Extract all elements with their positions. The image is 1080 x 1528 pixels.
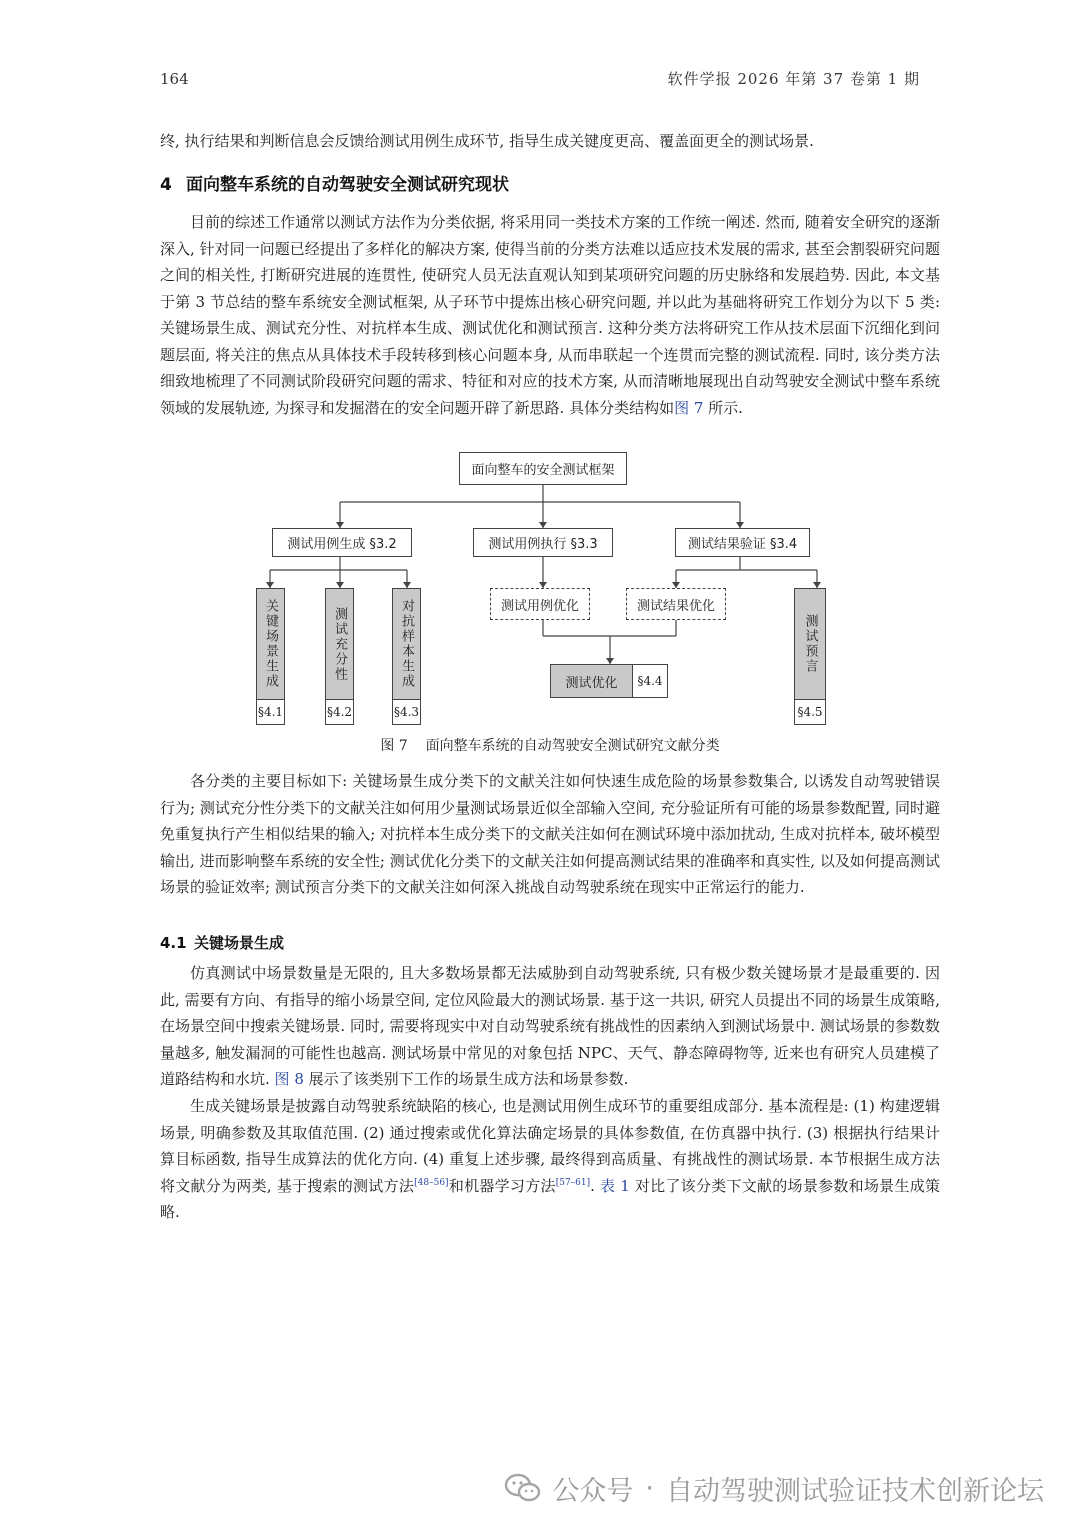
leaf-adversarial-sample: 对抗样本生成 (392, 588, 421, 700)
subsection-number: 4.1 (160, 934, 187, 952)
page-number: 164 (160, 70, 189, 88)
node-test-case-optimization: 测试用例优化 (490, 588, 590, 620)
paragraph-text: 生成关键场景是披露自动驾驶系统缺陷的核心, 也是测试用例生成环节的重要组成部分. 基本流程是: (1) 构建逻辑场景, 明确参数及其取值范围. (2) 通过搜索或优化算法确定场景的具体参数值, 在仿真器中执行. (3) 根据执行结果计算目标函数, 指导生成算法的优化方向. (4) 重复上述步骤, 最终得到高质量、有挑战性的测试场景. 本节根据生成方法将文献分为两类, 基于搜索的测试方法 (160, 1097, 940, 1195)
node-test-result-verification: 测试结果验证 §3.4 (675, 528, 810, 557)
watermark-account: 自动驾驶测试验证技术创新论坛 (666, 1475, 1044, 1507)
section-ref-4-2: §4.2 (325, 699, 354, 725)
journal-name: 软件学报 2026 年第 37 卷第 1 期 (667, 70, 920, 88)
table-1-link[interactable]: 表 1 (599, 1176, 630, 1195)
subsection-heading (160, 932, 284, 953)
paragraph-text-tail: 对比了该分类下文献的场景参数和场景生成策略. (160, 1176, 940, 1221)
paragraph-generation (160, 1093, 940, 1226)
section-heading (160, 170, 509, 195)
paragraph-body (160, 209, 940, 421)
paragraph-text-tail: 所示. (703, 398, 743, 417)
leaf-critical-scenario: 关键场景生成 (256, 588, 285, 700)
watermark-dot: · (645, 1472, 654, 1504)
section-ref-4-5: §4.5 (794, 699, 826, 725)
wechat-watermark (504, 1468, 1044, 1508)
watermark-label: 公众号 (552, 1475, 634, 1507)
figure-7-taxonomy (250, 450, 850, 730)
node-root: 面向整车的安全测试框架 (459, 452, 627, 485)
node-test-case-execution: 测试用例执行 §3.3 (473, 528, 613, 557)
section-ref-4-1: §4.1 (256, 699, 285, 725)
paragraph-text-mid: 和机器学习方法 (448, 1176, 556, 1195)
subsection-title: 关键场景生成 (194, 934, 285, 952)
paragraph-text: 终, 执行结果和判断信息会反馈给测试用例生成环节, 指导生成关键度更高、覆盖面更全的测试场景. (160, 132, 814, 150)
paragraph-text: 仿真测试中场景数量是无限的, 且大多数场景都无法威胁到自动驾驶系统, 只有极少数关键场景才是最重要的. 因此, 需要有方向、有指导的缩小场景空间, 定位风险最大的测试场景. 基于这一共识, 研究人员提出不同的场景生成策略, 在场景空间中搜索关键场景. 同时, 需要将现实中对自动驾驶系统有挑战性的因素纳入到测试场景中. 测试场景的参数数量越多, 触发漏洞的可能性也越高. 测试场景中常见的对象包括 NPC、天气、静态障碍物等, 近来也有研究人员建模了道路结构和水坑. (160, 964, 940, 1088)
citation-link[interactable]: [57–61] (555, 1177, 591, 1188)
section-title: 面向整车系统的自动驾驶安全测试研究现状 (186, 175, 509, 195)
paragraph-scenario (160, 960, 940, 1093)
page-header (160, 64, 920, 88)
section-ref-4-4: §4.4 (632, 664, 668, 698)
section-ref-4-3: §4.3 (392, 699, 421, 725)
node-test-case-generation: 测试用例生成 §3.2 (272, 528, 412, 557)
paragraph-continuation (160, 128, 940, 155)
node-test-optimization: 测试优化 (550, 664, 633, 698)
leaf-test-adequacy: 测试充分性 (325, 588, 354, 700)
paragraph-text: 目前的综述工作通常以测试方法作为分类依据, 将采用同一类技术方案的工作统一阐述. 然而, 随着安全研究的逐渐深入, 针对同一问题已经提出了多样化的解决方案, 使得当前的分类方法难以适应技术发展的需求, 甚至会割裂研究问题之间的相关性, 打断研究进展的连贯性, 使研究人员无法直观认知到某项研究问题的历史脉络和发展趋势. 因此, 本文基于第 3 节总结的整车系统安全测试框架, 从子环节中提炼出核心研究问题, 并以此为基础将研究工作划分为以下 5 类: 关键场景生成、测试充分性、对抗样本生成、测试优化和测试预言. 这种分类方法将研究工作从技术层面下沉细化到问题层面, 将关注的焦点从具体技术手段转移到核心问题本身, 从而串联起一个连贯而完整的测试流程. 同时, 该分类方法细致地梳理了不同测试阶段研究问题的需求、特征和对应的技术方案, 从而清晰地展现出自动驾驶安全测试中整车系统领域的发展轨迹, 为探寻和发掘潜在的安全问题开辟了新思路. 具体分类结构如 (160, 213, 940, 417)
caption-label: 图 7 (380, 738, 408, 754)
paragraph-intro (160, 209, 940, 421)
leaf-test-oracle: 测试预言 (794, 588, 826, 700)
paragraph-text-tail: 展示了该类别下工作的场景生成方法和场景参数. (303, 1070, 629, 1088)
paragraph-text: 各分类的主要目标如下: 关键场景生成分类下的文献关注如何快速生成危险的场景参数集合, 以诱发自动驾驶错误行为; 测试充分性分类下的文献关注如何用少量测试场景近似全部输入空间, 充分验证所有可能的场景参数配置, 同时避免重复执行产生相似结果的输入; 对抗样本生成分类下的文献关注如何在测试环境中添加扰动, 生成对抗样本, 破坏模型输出, 进而影响整车系统的安全性; 测试优化分类下的文献关注如何提高测试结果的准确率和真实性, 以及如何提高测试场景的验证效率; 测试预言分类下的文献关注如何深入挑战自动驾驶系统在现实中正常运行的能力. (160, 772, 940, 896)
section-number: 4 (160, 175, 172, 195)
figure-8-link[interactable]: 图 8 (274, 1070, 304, 1088)
figure-link[interactable]: 图 7 (674, 398, 704, 417)
node-test-result-optimization: 测试结果优化 (626, 588, 726, 620)
wechat-icon (504, 1473, 542, 1503)
citation-link[interactable]: [48–56] (414, 1177, 449, 1188)
paragraph-body (160, 960, 940, 1093)
caption-title: 面向整车系统的自动驾驶安全测试研究文献分类 (425, 738, 720, 754)
figure-caption (160, 735, 940, 755)
paragraph-goals (160, 768, 940, 901)
paragraph-text-mid: . (590, 1176, 600, 1195)
paragraph-body (160, 1093, 940, 1226)
